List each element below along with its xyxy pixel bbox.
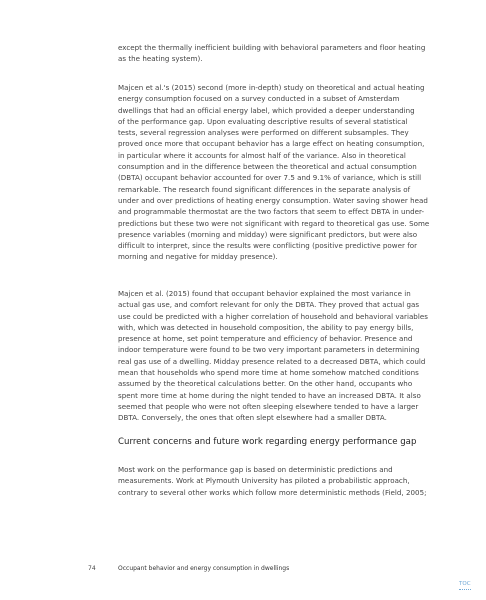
text-line: tests, several regression analyses were performed on different subsamples. They (118, 128, 409, 138)
text-line: dwellings that had an official energy label, which provided a deeper understanding (118, 105, 415, 115)
page-footer (88, 565, 289, 572)
paragraph-1 (118, 42, 426, 65)
text-line: morning and negative for midday presence). (118, 252, 278, 262)
paragraph-text (118, 288, 428, 424)
paragraph-text (118, 464, 427, 498)
text-line: mean that households who spend more time at home somehow matched conditions (118, 368, 419, 378)
text-line: Majcen et al.'s (2015) second (more in-depth) study on theoretical and actual heating (118, 83, 425, 92)
text-line: measurements. Work at Plymouth University has piloted a probabilistic approach, (118, 476, 410, 486)
text-line: proved once more that occupant behavior has a large effect on heating consumption, (118, 139, 425, 149)
text-line: consumption and in the difference between the theoretical and actual consumption (118, 162, 417, 172)
text-line: and programmable thermostat are the two factors that seem to effect DBTA in under- (118, 207, 425, 217)
text-line: remarkable. The research found significant differences in the separate analysis of (118, 184, 411, 194)
text-line: indoor temperature were found to be two very important parameters in determining (118, 345, 420, 355)
section-heading: Current concerns and future work regarding energy performance gap (118, 437, 417, 447)
running-title: Occupant behavior and energy consumption in dwellings (118, 565, 290, 572)
paragraph-text (118, 42, 426, 65)
text-line: of the performance gap. Upon evaluating descriptive results of several statistical (118, 116, 408, 126)
text-line: energy consumption focused on a survey conducted in a subset of Amsterdam (118, 94, 400, 104)
paragraph-2 (118, 82, 430, 263)
text-line: with, which was detected in household composition, the ability to pay energy bills, (118, 322, 414, 332)
toc-link[interactable]: TOC (459, 581, 471, 590)
text-line: presence variables (morning and midday) were significant predictors, but were also (118, 229, 418, 239)
text-line: real gas use of a dwelling. Midday presence related to a decreased DBTA, which could (118, 356, 426, 366)
text-line: predictions but these two were not significant with regard to theoretical gas use. Some (118, 218, 430, 228)
text-line: presence at home, set point temperature and efficiency of behavior. Presence and (118, 334, 413, 344)
section-paragraph (118, 464, 427, 498)
text-line: Most work on the performance gap is based on deterministic predictions and (118, 465, 393, 474)
text-line: seemed that people who were not often sleeping elsewhere tended to have a larger (118, 401, 419, 411)
text-line: except the thermally inefficient building with behavioral parameters and floor heating (118, 43, 426, 52)
text-line: assumed by the theoretical calculations better. On the other hand, occupants who (118, 379, 413, 389)
text-line: contrary to several other works which follow more deterministic methods (Field, 2005; (118, 487, 427, 497)
text-line: Majcen et al. (2015) found that occupant behavior explained the most variance in (118, 289, 411, 298)
page-number: 74 (88, 565, 96, 572)
text-line: as the heating system). (118, 54, 203, 64)
text-line: use could be predicted with a higher correlation of household and behavioral variables (118, 311, 428, 321)
text-line: DBTA. Conversely, the ones that often slept elsewhere had a smaller DBTA. (118, 413, 387, 423)
text-line: under and over predictions of heating energy consumption. Water saving shower head (118, 195, 428, 205)
paragraph-3 (118, 288, 428, 424)
text-line: spent more time at home during the night tended to have an increased DBTA. It also (118, 390, 421, 400)
text-line: (DBTA) occupant behavior accounted for over 7.5 and 9.1% of variance, which is still (118, 173, 422, 183)
text-line: difficult to interpret, since the results were conflicting (positive predictive power for (118, 241, 418, 251)
text-line: in particular where it accounts for almost half of the variance. Also in theoretical (118, 150, 406, 160)
text-line: actual gas use, and comfort relevant for only the DBTA. They proved that actual gas (118, 300, 420, 310)
paragraph-text (118, 82, 430, 263)
